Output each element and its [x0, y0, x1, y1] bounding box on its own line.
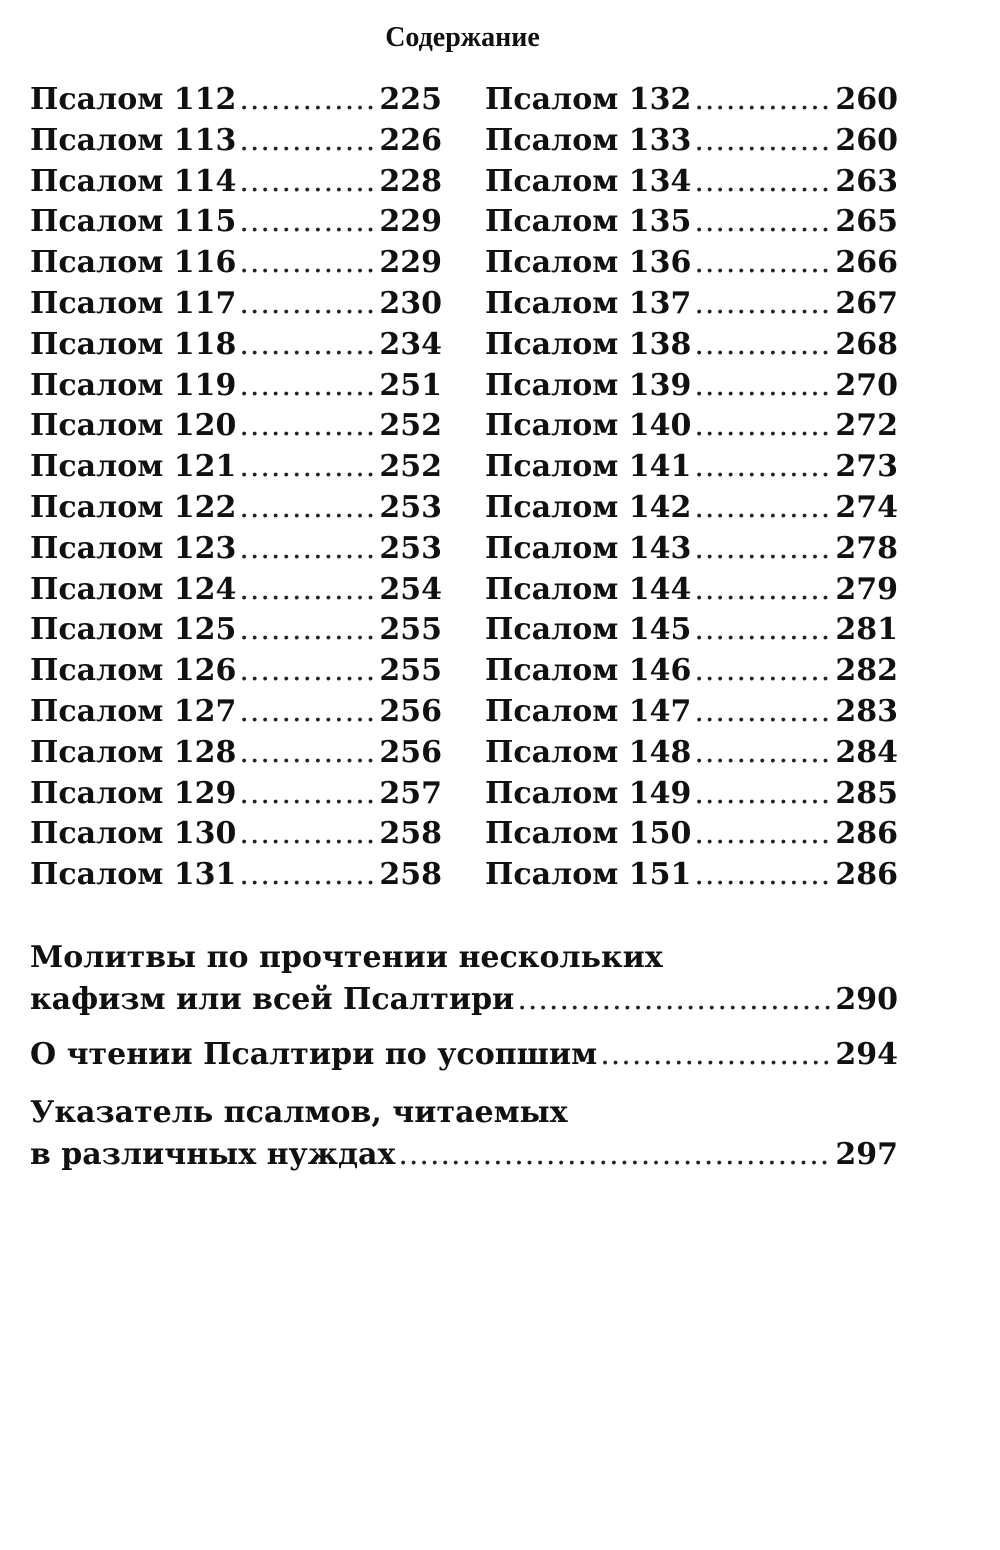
toc-row-label: Псалом 118: [30, 326, 237, 362]
page-number: 290: [835, 982, 898, 1017]
page-number: 256: [379, 693, 442, 729]
toc-row-label: Псалом 129: [30, 775, 237, 811]
page-number: 272: [835, 408, 898, 444]
page-number: 226: [379, 122, 442, 158]
toc-row-label: Псалом 125: [30, 612, 237, 648]
toc-row[interactable]: [30, 286, 442, 327]
toc-row-label: Псалом 117: [30, 285, 237, 321]
toc-row[interactable]: [30, 82, 442, 123]
page-number: 274: [835, 489, 898, 525]
dot-leader: [239, 653, 376, 688]
toc-entry-label: в различных нуждах: [30, 1137, 396, 1172]
dot-leader: [694, 123, 832, 158]
toc-row[interactable]: [485, 204, 898, 245]
dot-leader: [239, 857, 376, 892]
dot-leader: [239, 368, 376, 403]
toc-row[interactable]: [485, 653, 898, 694]
toc-row-label: Псалом 124: [30, 571, 237, 607]
toc-row-label: Псалом 145: [485, 612, 692, 648]
toc-row[interactable]: [485, 245, 898, 286]
toc-row-label: Псалом 147: [485, 693, 692, 729]
page-number: 297: [835, 1137, 898, 1172]
toc-row[interactable]: [30, 204, 442, 245]
toc-row-label: Псалом 140: [485, 408, 692, 444]
dot-leader: [239, 164, 376, 199]
page-number: 255: [379, 653, 442, 689]
dot-leader: [239, 123, 376, 158]
page-number: 225: [379, 82, 442, 117]
page-number: 251: [379, 367, 442, 403]
toc-row-label: Псалом 131: [30, 857, 237, 893]
dot-leader: [239, 735, 376, 770]
toc-entry-label: Указатель псалмов, читаемых: [30, 1095, 568, 1130]
dot-leader: [239, 490, 376, 525]
toc-entry-label: кафизм или всей Псалтири: [30, 982, 515, 1017]
dot-leader: [694, 857, 832, 892]
toc-row[interactable]: [30, 490, 442, 531]
dot-leader: [694, 653, 832, 688]
toc-row[interactable]: [485, 286, 898, 327]
page-number: 256: [379, 734, 442, 770]
page-number: 281: [835, 612, 898, 648]
toc-row-label: Псалом 148: [485, 734, 692, 770]
dot-leader: [694, 490, 832, 525]
toc-row[interactable]: [30, 408, 442, 449]
page-number: 286: [835, 857, 898, 893]
toc-entry-label: Молитвы по прочтении нескольких: [30, 940, 663, 975]
page-number: 260: [835, 82, 898, 117]
toc-row-label: Псалом 135: [485, 204, 692, 240]
toc-row-label: Псалом 130: [30, 816, 237, 852]
page-number: 229: [379, 245, 442, 281]
dot-leader: [517, 982, 832, 1017]
toc-row-label: Псалом 141: [485, 449, 692, 485]
toc-row-label: Псалом 122: [30, 489, 237, 525]
page-number: 253: [379, 489, 442, 525]
toc-row[interactable]: [485, 776, 898, 817]
page-number: 254: [379, 571, 442, 607]
page-number: 268: [835, 326, 898, 362]
page-number: 260: [835, 122, 898, 158]
toc-row[interactable]: [485, 816, 898, 857]
toc-row-label: Псалом 144: [485, 571, 692, 607]
page-number: 282: [835, 653, 898, 689]
toc-row[interactable]: [30, 368, 442, 409]
dot-leader: [694, 449, 832, 484]
toc-entry-index[interactable]: [30, 1095, 898, 1179]
dot-leader: [694, 694, 832, 729]
toc-row[interactable]: [485, 694, 898, 735]
dot-leader: [239, 286, 376, 321]
toc-row-label: Псалом 138: [485, 326, 692, 362]
page-number: 286: [835, 816, 898, 852]
toc-row[interactable]: [30, 694, 442, 735]
toc-row[interactable]: [30, 327, 442, 368]
toc-row-label: Псалом 133: [485, 122, 692, 158]
dot-leader: [694, 531, 832, 566]
toc-row-label: Псалом 150: [485, 816, 692, 852]
dot-leader: [694, 327, 832, 362]
toc-row[interactable]: [30, 572, 442, 613]
toc-row-label: Псалом 115: [30, 204, 237, 240]
page-number: 294: [835, 1037, 898, 1072]
toc-row-label: Псалом 142: [485, 489, 692, 525]
dot-leader: [600, 1037, 832, 1072]
toc-row[interactable]: [485, 572, 898, 613]
page-number: 257: [379, 775, 442, 811]
page-number: 265: [835, 204, 898, 240]
toc-row[interactable]: [30, 123, 442, 164]
dot-leader: [239, 204, 376, 239]
toc-entry-prayers[interactable]: [30, 940, 898, 1024]
toc-row[interactable]: [30, 245, 442, 286]
page-number: 258: [379, 857, 442, 893]
page-number: 229: [379, 204, 442, 240]
dot-leader: [239, 816, 376, 851]
toc-entry-reading[interactable]: [30, 1037, 898, 1072]
toc-row[interactable]: [485, 857, 898, 898]
toc-row-label: Псалом 149: [485, 775, 692, 811]
toc-row[interactable]: [485, 164, 898, 205]
toc-entry-label: О чтении Псалтири по усопшим: [30, 1037, 598, 1072]
toc-row-label: Псалом 127: [30, 693, 237, 729]
toc-row-label: Псалом 123: [30, 530, 237, 566]
dot-leader: [694, 204, 832, 239]
dot-leader: [694, 82, 832, 117]
toc-row[interactable]: [30, 816, 442, 857]
toc-row-label: Псалом 143: [485, 530, 692, 566]
dot-leader: [694, 776, 832, 811]
toc-row-label: Псалом 136: [485, 245, 692, 281]
toc-row-label: Псалом 119: [30, 367, 237, 403]
page-number: 283: [835, 693, 898, 729]
toc-row-label: Псалом 128: [30, 734, 237, 770]
dot-leader: [694, 612, 832, 647]
toc-row[interactable]: [485, 82, 898, 123]
page-number: 230: [379, 285, 442, 321]
toc-row-label: Псалом 146: [485, 653, 692, 689]
dot-leader: [694, 245, 832, 280]
page-number: 234: [379, 326, 442, 362]
page-number: 255: [379, 612, 442, 648]
toc-row-label: Псалом 121: [30, 449, 237, 485]
toc-row-label: Псалом 132: [485, 82, 692, 117]
toc-row[interactable]: [30, 612, 442, 653]
toc-row[interactable]: [485, 123, 898, 164]
page-number: 253: [379, 530, 442, 566]
toc-row[interactable]: [485, 327, 898, 368]
toc-row[interactable]: [485, 531, 898, 572]
toc-row[interactable]: [30, 531, 442, 572]
dot-leader: [239, 776, 376, 811]
toc-row-label: Псалом 134: [485, 163, 692, 199]
toc-row[interactable]: [30, 653, 442, 694]
dot-leader: [694, 816, 832, 851]
dot-leader: [239, 612, 376, 647]
dot-leader: [239, 327, 376, 362]
page-title: Содержание: [385, 22, 540, 53]
toc-row-label: Псалом 126: [30, 653, 237, 689]
dot-leader: [694, 572, 832, 607]
page-number: 273: [835, 449, 898, 485]
page-number: 263: [835, 163, 898, 199]
page-number: 270: [835, 367, 898, 403]
dot-leader: [239, 531, 376, 566]
dot-leader: [239, 82, 376, 117]
dot-leader: [239, 694, 376, 729]
page-number: 228: [379, 163, 442, 199]
page-number: 266: [835, 245, 898, 281]
toc-row[interactable]: [485, 735, 898, 776]
toc-row-label: Псалом 137: [485, 285, 692, 321]
toc-row[interactable]: [30, 857, 442, 898]
dot-leader: [694, 408, 832, 443]
toc-row[interactable]: [485, 490, 898, 531]
dot-leader: [694, 368, 832, 403]
dot-leader: [239, 449, 376, 484]
toc-row-label: Псалом 113: [30, 122, 237, 158]
toc-row-label: Псалом 151: [485, 857, 692, 893]
dot-leader: [694, 164, 832, 199]
page-number: 252: [379, 408, 442, 444]
toc-row[interactable]: [485, 408, 898, 449]
toc-row[interactable]: [30, 735, 442, 776]
dot-leader: [239, 572, 376, 607]
page-number: 279: [835, 571, 898, 607]
toc-right-column: [485, 82, 898, 898]
toc-row[interactable]: [485, 612, 898, 653]
dot-leader: [239, 245, 376, 280]
page-number: 252: [379, 449, 442, 485]
toc-row[interactable]: [30, 449, 442, 490]
toc-row-label: Псалом 120: [30, 408, 237, 444]
toc-row[interactable]: [485, 368, 898, 409]
toc-row-label: Псалом 139: [485, 367, 692, 403]
dot-leader: [239, 408, 376, 443]
dot-leader: [694, 735, 832, 770]
dot-leader: [398, 1137, 832, 1172]
page-number: 284: [835, 734, 898, 770]
toc-left-column: [30, 82, 442, 898]
page-number: 285: [835, 775, 898, 811]
toc-row[interactable]: [30, 776, 442, 817]
toc-row[interactable]: [485, 449, 898, 490]
page-number: 267: [835, 285, 898, 321]
toc-row[interactable]: [30, 164, 442, 205]
page-number: 278: [835, 530, 898, 566]
toc-row-label: Псалом 112: [30, 82, 237, 117]
page-number: 258: [379, 816, 442, 852]
toc-row-label: Псалом 114: [30, 163, 237, 199]
dot-leader: [694, 286, 832, 321]
toc-row-label: Псалом 116: [30, 245, 237, 281]
